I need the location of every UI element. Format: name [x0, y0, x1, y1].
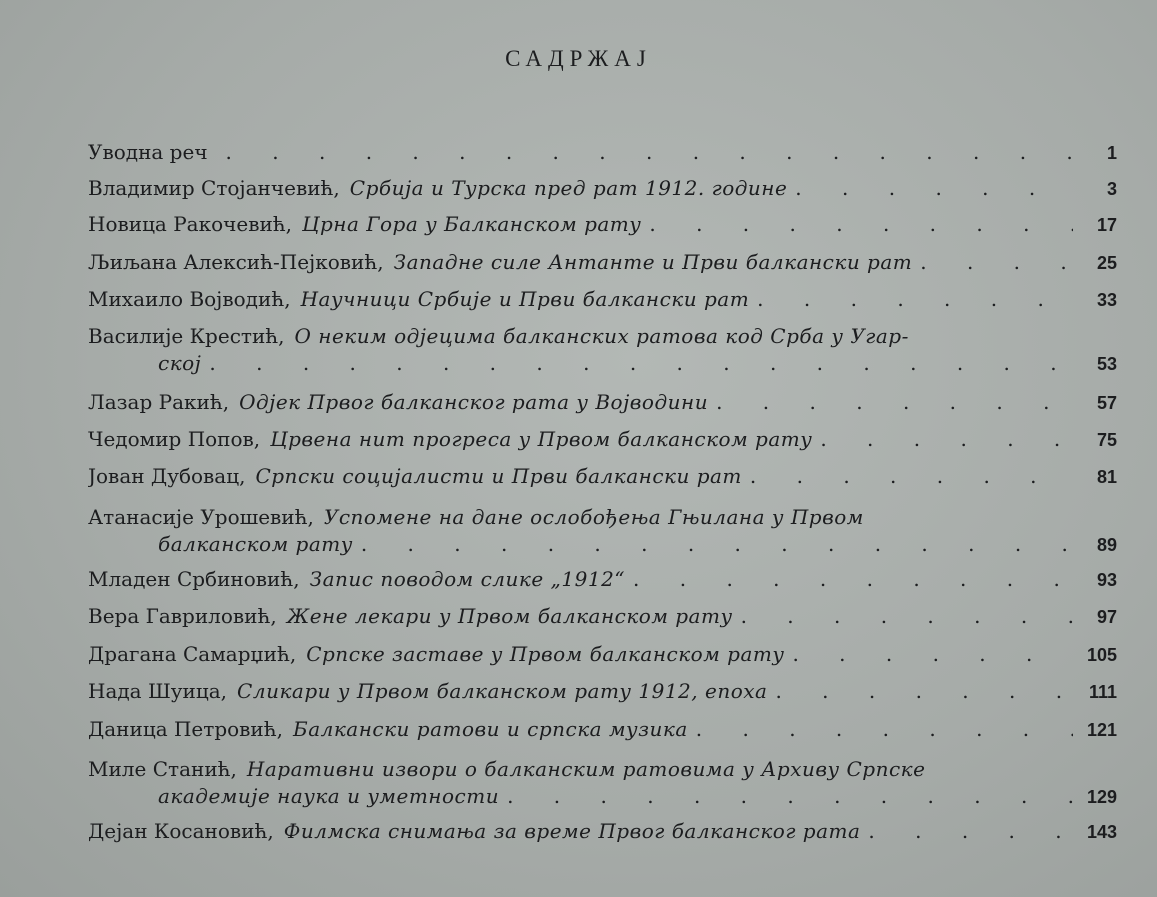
leader-dots	[757, 287, 1073, 311]
toc-title: Балкански ратови и српска музика	[293, 717, 688, 741]
toc-title: Запис поводом слике „1912“	[309, 567, 626, 591]
toc-page-number: 129	[1086, 787, 1117, 807]
toc-title: Жене лекари у Првом балканском рату	[286, 604, 733, 628]
toc-page-number: 17	[1096, 215, 1117, 235]
toc-page-number: 25	[1096, 253, 1117, 273]
toc-author: Јован Дубовац,	[88, 464, 246, 488]
toc-entry	[88, 679, 1117, 713]
toc-title: Успомене на дане ослобођења Гњилана у Првом	[323, 505, 864, 529]
toc-author: Даница Петровић,	[88, 717, 283, 741]
toc-title-continued: ској	[158, 351, 202, 375]
leader-dots	[775, 679, 1073, 703]
toc-entry	[88, 212, 1117, 246]
toc-entry	[88, 505, 1117, 567]
leader-dots	[868, 819, 1073, 843]
leader-dots	[820, 427, 1073, 451]
toc-title-continued: академије наука и уметности	[158, 784, 500, 808]
toc-title-continued: балканском рату	[158, 532, 353, 556]
toc-author: Василије Крестић,	[88, 324, 285, 348]
toc-title: Западне силе Антанте и Први балкански рат	[393, 250, 913, 274]
toc-title: О неким одјецима балканских ратова код Срба у Угар-	[294, 324, 909, 348]
toc-entry	[88, 567, 1117, 601]
toc-author: Вера Гавриловић,	[88, 604, 277, 628]
toc-entry	[88, 464, 1117, 498]
toc-entry	[88, 757, 1117, 819]
toc-title: Наративни извори о балканским ратовима у Архиву Српске	[246, 757, 926, 781]
toc-page-number: 89	[1096, 535, 1117, 555]
toc-author: Владимир Стојанчевић,	[88, 176, 340, 200]
leader-dots	[633, 567, 1073, 591]
toc-page-number: 143	[1086, 822, 1117, 842]
toc-page-number: 93	[1096, 570, 1117, 590]
toc-title: Црвена нит прогреса у Првом балканском рату	[270, 427, 813, 451]
leader-dots	[920, 250, 1073, 274]
toc-author: Дејан Косановић,	[88, 819, 274, 843]
leader-dots	[226, 140, 1073, 164]
toc-entry	[88, 390, 1117, 424]
toc-page-number: 81	[1096, 467, 1117, 487]
leader-dots	[361, 532, 1073, 556]
leader-dots	[741, 604, 1073, 628]
toc-title: Црна Гора у Балканском рату	[302, 212, 642, 236]
toc-title: Србија и Турска пред рат 1912. године	[349, 176, 788, 200]
toc-page-number: 53	[1096, 354, 1117, 374]
leader-dots	[750, 464, 1073, 488]
toc-author: Драгана Самарџић,	[88, 642, 297, 666]
leader-dots	[209, 351, 1073, 375]
toc-author: Новица Ракочевић,	[88, 212, 293, 236]
toc-page-number: 97	[1096, 607, 1117, 627]
leader-dots	[507, 784, 1073, 808]
toc-author: Нада Шуица,	[88, 679, 228, 703]
toc-page-number: 121	[1086, 720, 1117, 740]
toc-author: Младен Србиновић,	[88, 567, 300, 591]
leader-dots	[792, 642, 1073, 666]
toc-author: Чедомир Попов,	[88, 427, 261, 451]
toc-title: Научници Србије и Први балкански рат	[300, 287, 750, 311]
toc-title: Одјек Првог балканског рата у Војводини	[239, 390, 709, 414]
toc-page-number: 75	[1096, 430, 1117, 450]
toc-entry	[88, 250, 1117, 284]
toc-author: Михаило Војводић,	[88, 287, 291, 311]
leader-dots	[795, 176, 1073, 200]
toc-entry	[88, 140, 1117, 174]
toc-entry	[88, 642, 1117, 676]
toc-page-number: 1	[1106, 143, 1117, 163]
toc-title: Српски социјалисти и Први балкански рат	[255, 464, 742, 488]
toc-page-number: 3	[1106, 179, 1117, 199]
toc-entry	[88, 324, 1117, 386]
toc-author: Љиљана Алексић-Пејковић,	[88, 250, 384, 274]
leader-dots	[696, 717, 1073, 741]
toc-page-number: 111	[1088, 682, 1117, 702]
leader-dots	[649, 212, 1073, 236]
toc-entry	[88, 604, 1117, 638]
toc-author: Уводна реч	[88, 140, 208, 164]
toc-entry	[88, 176, 1117, 210]
toc-entry	[88, 287, 1117, 321]
toc-page-number: 105	[1086, 645, 1117, 665]
toc-page-number: 33	[1096, 290, 1117, 310]
toc-title: Сликари у Првом балканском рату 1912, епоха	[237, 679, 768, 703]
toc-entry	[88, 427, 1117, 461]
toc-entry	[88, 819, 1117, 853]
toc-author: Атанасије Урошевић,	[88, 505, 314, 529]
toc-title: Филмска снимања за време Првог балканског рата	[283, 819, 861, 843]
toc-author: Миле Станић,	[88, 757, 237, 781]
leader-dots	[716, 390, 1073, 414]
toc-page-number: 57	[1096, 393, 1117, 413]
toc-entry	[88, 717, 1117, 751]
toc-title: Српске заставе у Првом балканском рату	[306, 642, 785, 666]
toc-author: Лазар Ракић,	[88, 390, 230, 414]
page-title: САДРЖАЈ	[505, 46, 652, 71]
